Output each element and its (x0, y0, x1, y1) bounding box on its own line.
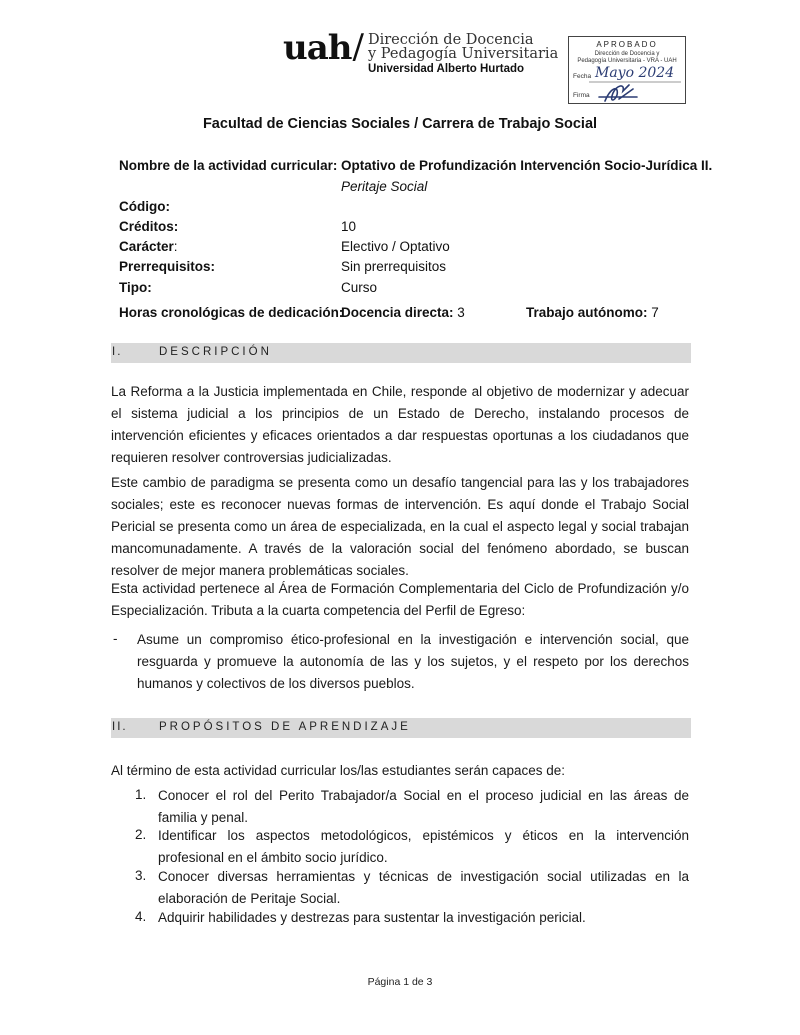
prerrequisitos-label: Prerrequisitos: (119, 259, 216, 274)
tipo-label: Tipo: (119, 280, 152, 295)
trabajo-autonomo (526, 305, 659, 320)
stamp-title: APROBADO (596, 40, 658, 49)
creditos-label: Créditos: (119, 219, 179, 234)
stamp-fecha-value: Mayo 2024 (595, 65, 675, 81)
list-item: Conocer diversas herramientas y técnicas de investigación social utilizadas en la elaboración de Peritaje Social. (158, 869, 689, 906)
caracter-label-text: Carácter (119, 239, 174, 254)
nombre-value-2: Peritaje Social (341, 179, 428, 194)
descripcion-paragraph-1: La Reforma a la Justicia implementada en Chile, responde al objetivo de modernizar y adecuar el sistema judicial a los principios de un Estado de Derecho, instalando procesos de intervención eficientes y eficaces orientados a dar respuestas oportunas a los ciudadanos que requieren resolver controversias judicializadas. (111, 384, 689, 465)
list-item: Identificar los aspectos metodológicos, epistémicos y éticos en la intervención profesional en el ámbito socio jurídico. (158, 828, 689, 865)
competencia-bullet: Asume un compromiso ético-profesional en la investigación e intervención social, que resguarda y promueve la autonomía de las y los sujetos, y el respeto por los derechos humanos y colectivos de los diversos pueblos. (137, 632, 689, 691)
page-number: Página 1 de 3 (367, 976, 433, 988)
document-title: Facultad de Ciencias Sociales / Carrera de Trabajo Social (202, 116, 598, 132)
bullet-dash: - (113, 631, 118, 646)
tipo-value: Curso (341, 280, 378, 295)
docencia-directa (341, 305, 465, 320)
autonomo-label: Trabajo autónomo: (526, 305, 648, 320)
logo-slash: / (352, 27, 364, 67)
section-title: DESCRIPCIÓN (159, 346, 272, 358)
logo-mark: uah (283, 28, 352, 68)
list-item-number: 1. (135, 787, 147, 802)
list-item-number: 3. (135, 868, 147, 883)
uah-logo (283, 27, 559, 82)
logo-line-2: y Pedagogía Universitaria (367, 46, 559, 62)
descripcion-paragraph-2: Este cambio de paradigma se presenta como un desafío tangencial para las y los trabajadores sociales; este es reconocer nuevas formas de intervención. Es aquí donde el Trabajo Social Pericial se presenta como un área de especializada, en la cual el aspecto legal y social trabajan mancomunadamente. A través de la valoración social del fenómeno abordado, se buscan resolver de mejor manera problemáticas sociales. (111, 475, 689, 578)
section-header-descripcion (111, 343, 691, 363)
docencia-value: 3 (453, 305, 465, 320)
stamp-fecha-label: Fecha (573, 73, 592, 80)
nombre-value: Optativo de Profundización Intervención Socio-Jurídica II. (341, 158, 713, 173)
list-item: Conocer el rol del Perito Trabajador/a Social en el proceso judicial en las áreas de familia y penal. (158, 788, 689, 825)
approval-stamp (568, 36, 686, 104)
section-number: I. (112, 346, 123, 358)
list-item-number: 4. (135, 909, 147, 924)
creditos-value: 10 (341, 219, 357, 234)
logo-line-3: Universidad Alberto Hurtado (367, 63, 525, 75)
section-header-propositos (111, 718, 691, 738)
nombre-label: Nombre de la actividad curricular: (119, 158, 338, 173)
caracter-colon: : (173, 239, 178, 254)
section-title: PROPÓSITOS DE APRENDIZAJE (159, 721, 411, 733)
logo-line-1: Dirección de Docencia (367, 32, 534, 48)
stamp-line-1: Dirección de Docencia y (594, 51, 660, 57)
caracter-label (119, 239, 178, 254)
stamp-line-2: Pedagogía Universitaria - VRA - UAH (577, 58, 677, 64)
descripcion-paragraph-3: Esta actividad pertenece al Área de Formación Complementaria del Ciclo de Profundización y/o Especialización. Tributa a la cuarta competencia del Perfil de Egreso: (111, 581, 689, 618)
logo-text (368, 33, 558, 77)
stamp-firma-label: Firma (573, 92, 590, 99)
caracter-value: Electivo / Optativo (341, 239, 450, 254)
propositos-intro: Al término de esta actividad curricular los/las estudiantes serán capaces de: (111, 763, 565, 778)
horas-label: Horas cronológicas de dedicación: (119, 305, 344, 320)
signature-icon (589, 81, 669, 105)
docencia-label: Docencia directa: (341, 305, 454, 320)
autonomo-value: 7 (647, 305, 659, 320)
list-item-number: 2. (135, 827, 147, 842)
list-item: Adquirir habilidades y destrezas para sustentar la investigación pericial. (158, 910, 586, 925)
prerrequisitos-value: Sin prerrequisitos (341, 259, 447, 274)
codigo-label: Código: (119, 199, 170, 214)
section-number: II. (112, 721, 128, 733)
